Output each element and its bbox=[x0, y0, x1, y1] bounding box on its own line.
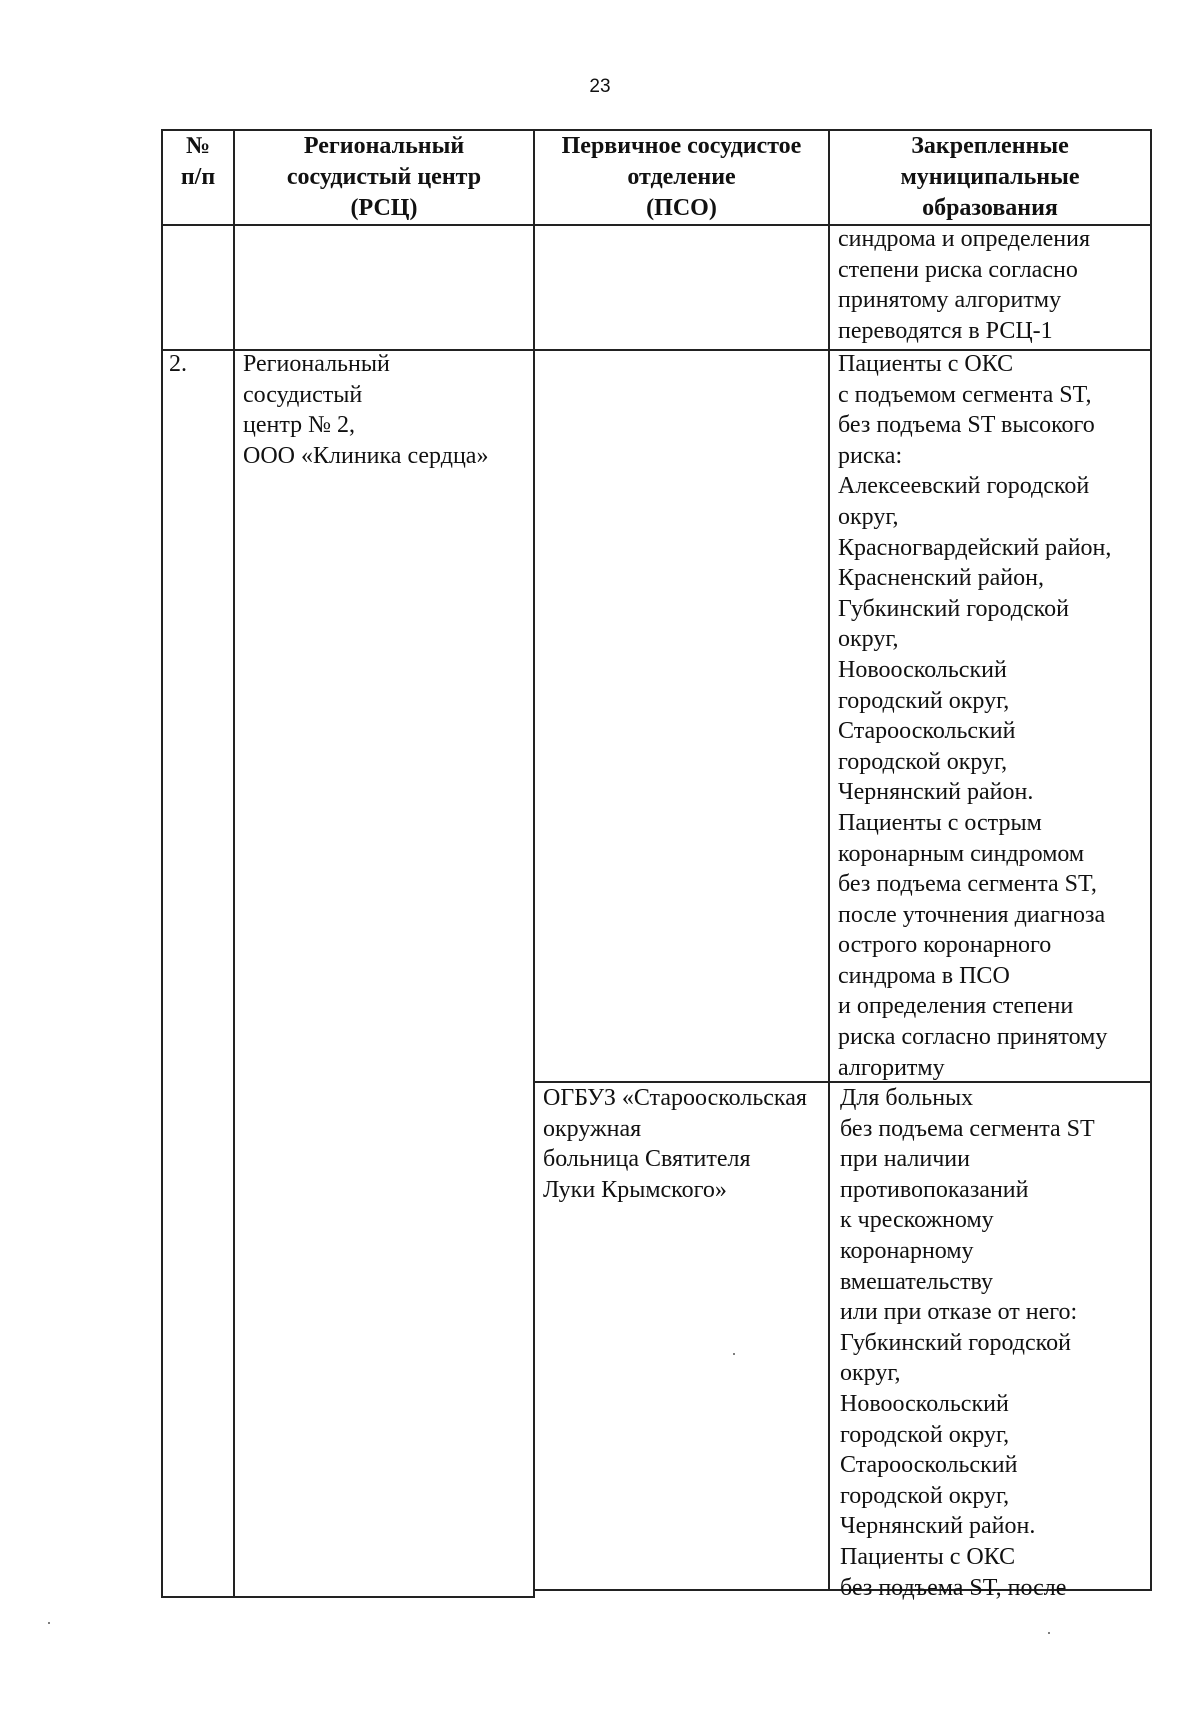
table-border-left bbox=[161, 129, 163, 1598]
table-border-bottom-left bbox=[161, 1596, 535, 1598]
scan-speck bbox=[733, 1353, 735, 1355]
cell-pso-row-2-b: ОГБУЗ «Старооскольская окружная больница Святителя Луки Крымского» bbox=[543, 1085, 807, 1203]
column-divider-pso bbox=[828, 129, 830, 1591]
header-num: № п/п bbox=[180, 133, 216, 190]
cell-mo-row-2-a: Пациенты с ОКС с подъемом сегмента ST, без подъема ST высокого риска: Алексеевский городской округ, Красногвардейский район, Красненский район, Губкинский городской округ, Новооскольский городский округ, Старооскольский городской округ, Чернянский район. Пациенты с острым коронарным синдромом без подъема сегмента ST, после уточнения диагноза острого коронарного синдрома в ПСО и определения степени риска согласно принятому алгоритму bbox=[838, 351, 1112, 1081]
cell-num-row-2: 2. bbox=[169, 351, 187, 377]
column-divider-num bbox=[233, 129, 235, 1598]
table-border-right bbox=[1150, 129, 1152, 1591]
scan-speck bbox=[1048, 1632, 1050, 1634]
header-pso: Первичное сосудистое отделение (ПСО) bbox=[561, 133, 802, 221]
cell-mo-row-2-b: Для больных без подъема сегмента ST при наличии противопоказаний к чрескожному коронарному вмешательству или при отказе от него: Губкинский городской округ, Новооскольский городской округ, Старооскольский городской округ, Чернянский район. Пациенты с ОКС без подъема ST, после bbox=[840, 1085, 1095, 1601]
header-rsc: Региональный сосудистый центр (РСЦ) bbox=[286, 133, 482, 221]
scan-speck bbox=[48, 1622, 50, 1624]
header-mo: Закрепленные муниципальные образования bbox=[900, 133, 1080, 221]
page-number: 23 bbox=[589, 76, 611, 97]
column-divider-rsc bbox=[533, 129, 535, 1598]
cell-rsc-row-2: Региональный сосудистый центр № 2, ООО «Клиника сердца» bbox=[243, 351, 489, 469]
cell-mo-continued: синдрома и определения степени риска согласно принятому алгоритму переводятся в РСЦ-1 bbox=[838, 226, 1091, 344]
